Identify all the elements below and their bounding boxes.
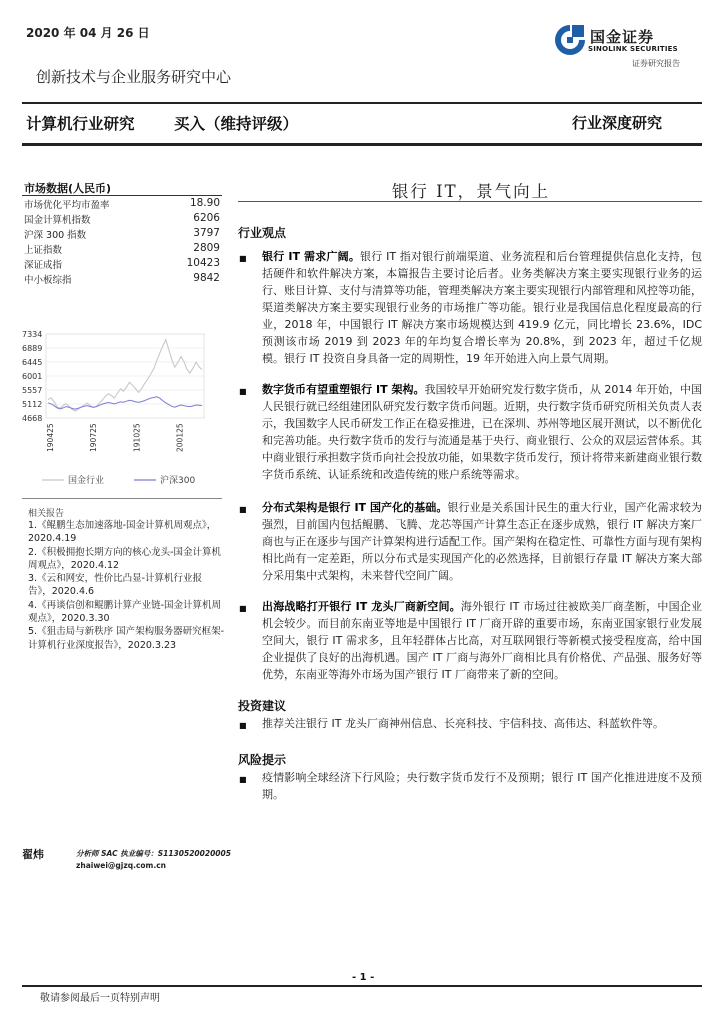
report-date: 2020 年 04 月 26 日 [26,26,150,40]
paragraph-lead: 出海战略打开银行 IT 龙头厂商新空间。 [262,600,461,613]
market-row [24,257,220,271]
chart-x-tick-label: 191025 [132,423,142,452]
market-row [24,197,220,211]
related-reports-title: 相关报告 [28,509,65,519]
research-center-name: 创新技术与企业服务研究中心 [36,68,232,86]
analyst-name: 翟炜 [22,848,44,861]
chart-series [48,340,202,411]
chart-y-tick-label: 5112 [22,400,43,409]
chart-x-tick-label: 190725 [89,423,99,452]
paragraph-lead: 数字货币有望重塑银行 IT 架构。 [262,383,425,396]
report-kind: 行业深度研究 [572,114,663,132]
related-report-item[interactable]: 1.《鲲鹏生态加速落地-国金计算机周观点》，2020.4.19 [28,520,217,545]
bullet-square-icon: ■ [239,505,247,514]
chart-y-tick-label: 6001 [22,372,43,381]
paragraph-body: 我国较早开始研究发行数字货币，从 2014 年开始，中国人民银行就已经组建团队研究发行数字货币问题。近期，央行数字货币研究所相关负责人表示，我国数字人民币研发工作正在稳妥推进，已在深圳、苏州等地区展开测试，以不断优化和完善功能。央行数字货币的发行与流通是基于央行、商业银行、公众的双层运营体系。其中商业银行承担数字货币向社会投放功能，如果数字货币发行，预计将带来新建商业银行数字货币系统、认证系统和改造传统的账户系统等需求。 [262,383,702,481]
market-row-label: 上证指数 [24,245,63,256]
chart-y-tick-label: 7334 [22,330,43,339]
footer-divider [22,985,702,987]
market-row [24,227,220,241]
report-type-label: 证券研究报告 [632,59,680,68]
chart-series-line [48,340,202,411]
section-heading-invest: 投资建议 [238,699,287,713]
chart-legend [42,474,195,486]
chart-x-ticks [46,423,185,452]
bullet-square-icon: ■ [239,721,247,730]
paragraph-body: 银行业是关系国计民生的重大行业，国产化需求较为强烈，目前国内包括鲲鹏、飞腾、龙芯等国产计算生态正在逐步成熟，银行 IT 解决方案厂商也与正在逐步与国产计算架构进行适配工作。国产架构在稳定性、可靠性方面与现有架构相比尚有一定差距，所以分布式是实现国产化的必然选择，目前银行存量 IT 解决方案大部分采用集中式架构，未来替代空间广阔。 [262,501,702,582]
bullet-square-icon: ■ [239,604,247,613]
chart-y-tick-label: 6889 [22,344,43,353]
chart-x-tick-label: 190425 [46,423,55,452]
paragraph-body: 海外银行 IT 市场过往被欧美厂商垄断，中国企业机会较少。而目前东南亚等地是中国银行 IT 厂商开辟的重要市场，东南亚国家银行业发展空间大，银行 IT 需求多，且年轻群体占比高，对互联网银行等新模式接受程度高，给中国企业提供了良好的出海机遇。国产 IT 厂商与海外厂商相比具有价格优、产品强、服务好等优势，东南亚等海外市场为国产银行 IT 厂商带来了新的空间。 [262,600,702,681]
paragraph-overseas [262,598,702,683]
market-row-label: 市场优化平均市盈率 [24,200,110,211]
market-row [24,212,220,226]
index-comparison-chart [22,318,222,504]
rating-label: 买入（维持评级） [174,115,299,133]
market-row-value: 3797 [193,227,220,239]
paragraph-distributed [262,499,702,584]
report-title: 银行 IT，景气向上 [391,182,551,201]
paragraph-body: 银行 IT 指对银行前端渠道、业务流程和后台管理提供信息化支持，包括硬件和软件解决方案，本篇报告主要讨论后者。业务类解决方案主要实现银行业务的运行、账目计算、支付与清算等功能，管理类解决方案主要实现银行内部管理和风控等功能，渠道类解决方案主要实现银行业务的市场推广等功能。银行业是我国信息化程度最高的行业，2018 年，中国银行 IT 解决方案市场规模达到 419.9 亿元，同比增长 23.6%，IDC 预测该市场 2019 到 2023 年的年均复合增长率为 20.8%，到 2023 年，超过千亿规模。银行 IT 投资自身具备一定的周期性，19 年开始进入向上景气周期。 [262,250,702,365]
related-report-item[interactable]: 5.《狙击局与新秩序 国产架构服务器研究框架-计算机行业深度报告》，2020.3.23 [28,626,225,651]
chart-legend-label: 沪深300 [160,476,196,486]
bullet-square-icon: ■ [239,254,247,263]
paragraph-demand [262,248,702,367]
chart-y-tick-label: 5557 [22,386,43,395]
related-report-item[interactable]: 3.《云和网安，性价比凸显-计算机行业报告》，2020.4.6 [28,573,202,598]
related-report-item[interactable]: 2.《积极拥抱长期方向的核心龙头-国金计算机周观点》，2020.4.12 [28,546,221,571]
sinolink-logo-icon [552,22,588,58]
market-row-value: 9842 [193,272,220,284]
logo-text-cn: 国金证券 [590,28,655,46]
market-row-label: 深证成指 [24,260,63,271]
market-data-divider [22,195,222,196]
chart-x-tick-label: 200125 [175,423,185,452]
market-row-value: 18.90 [189,197,220,209]
bullet-square-icon: ■ [239,775,247,784]
header-divider [22,102,702,104]
chart-divider [22,498,222,499]
market-row-value: 10423 [186,257,220,269]
title-divider [238,201,702,202]
section-heading-risk: 风险提示 [238,753,287,767]
header-bottom-divider [22,143,702,146]
chart-series-line [48,397,202,409]
market-row [24,242,220,256]
market-row-value: 6206 [193,212,220,224]
paragraph-digital-currency [262,381,702,483]
related-report-item[interactable]: 4.《再谈信创和鲲鹏计算产业链-国金计算机周观点》，2020.3.30 [28,599,221,625]
page-number: - 1 - [352,972,375,983]
market-row [24,272,220,286]
logo-text-en: SINOLINK SECURITIES [588,45,678,53]
chart-y-tick-label: 6445 [22,358,43,367]
paragraph-invest: 推荐关注银行 IT 龙头厂商神州信息、长亮科技、宇信科技、高伟达、科蓝软件等。 [262,717,664,730]
paragraph-risk: 疫情影响全球经济下行风险；央行数字货币发行不及预期；银行 IT 国产化推进进度不及预期。 [262,771,702,801]
analyst-role: 分析师 SAC 执业编号：S1130520020005 [76,849,231,858]
related-reports-list [28,519,224,652]
market-row-label: 中小板综指 [24,275,72,286]
bullet-square-icon: ■ [239,387,247,396]
chart-y-tick-label: 4668 [22,414,43,423]
section-heading-view: 行业观点 [238,226,287,240]
market-data-title: 市场数据(人民币) [24,182,112,195]
chart-y-ticks [22,330,42,423]
footer-disclaimer: 敬请参阅最后一页特别声明 [40,993,160,1004]
analyst-email[interactable]: zhaiwei@gjzq.com.cn [76,861,166,870]
market-row-label: 沪深 300 指数 [24,230,87,241]
paragraph-lead: 银行 IT 需求广阔。 [262,250,361,263]
chart-legend-label: 国金行业 [68,476,105,486]
market-row-value: 2809 [193,242,220,254]
sector-title: 计算机行业研究 [26,115,135,133]
market-row-label: 国金计算机指数 [24,215,91,226]
paragraph-lead: 分布式架构是银行 IT 国产化的基础。 [262,501,448,514]
